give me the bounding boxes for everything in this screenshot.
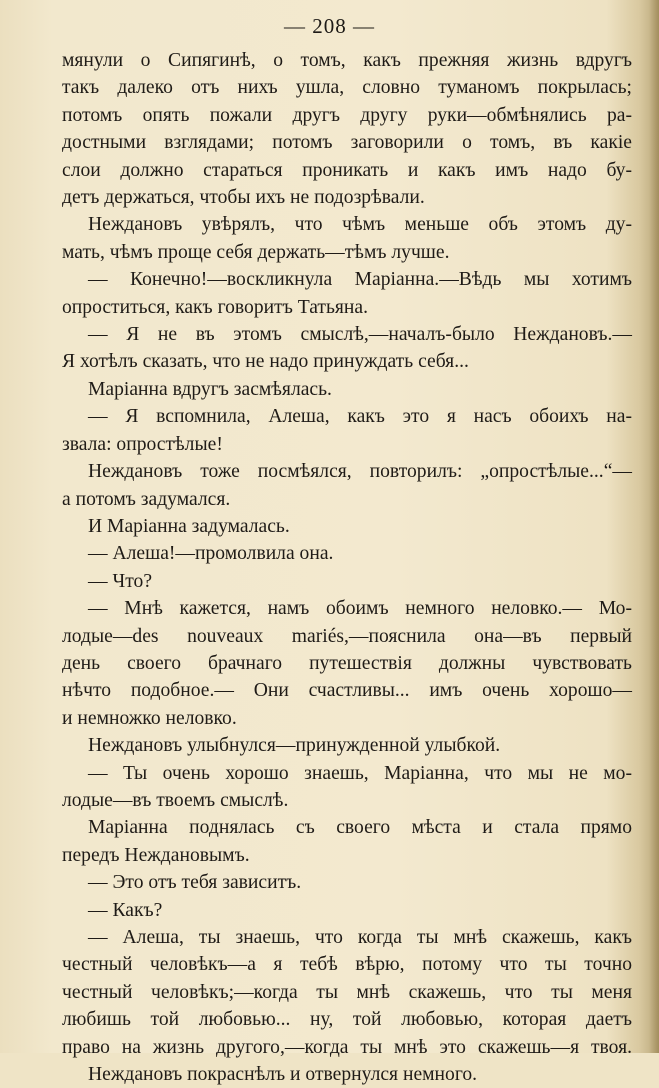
text-line: Неждановъ увѣрялъ, что чѣмъ меньше объ этомъ ду-	[88, 214, 632, 236]
text-line: честный человѣкъ—а я тебѣ вѣрю, потому что ты точно	[62, 954, 632, 976]
text-line: нѣчто подобное.— Они счастливы... имъ очень хорошо—	[62, 680, 632, 702]
page-text-block	[62, 47, 632, 1088]
page-number: — 208 —	[284, 14, 375, 38]
text-line: — Это отъ тебя зависитъ.	[88, 872, 302, 894]
text-line: опроститься, какъ говоритъ Татьяна.	[62, 296, 368, 318]
text-line: И Маріанна задумалась.	[88, 515, 290, 537]
page-edge-shadow	[649, 0, 659, 1053]
text-line: и немножко неловко.	[62, 707, 237, 729]
text-line: честный человѣкъ;—когда ты мнѣ скажешь, что ты меня	[62, 981, 632, 1003]
text-line: слои должно стараться проникать и какъ имъ надо бу-	[62, 159, 632, 181]
text-line: — Какъ?	[88, 899, 163, 921]
text-line: Маріанна вдругъ засмѣялась.	[88, 378, 332, 400]
text-line: — Алеша, ты знаешь, что когда ты мнѣ скажешь, какъ	[88, 927, 632, 948]
text-line: лодые—des nouveaux mariés,—пояснила она—въ первый	[62, 625, 632, 647]
text-line: — Конечно!—воскликнула Маріанна.—Вѣдь мы хотимъ	[88, 269, 632, 291]
text-line: день своего брачнаго путешествія должны чувствовать	[62, 652, 632, 674]
text-line: детъ держаться, чтобы ихъ не подозрѣвали.	[62, 187, 425, 209]
text-line: передъ Неждановымъ.	[62, 844, 250, 866]
text-line: звала: опростѣлые!	[62, 433, 223, 455]
text-line: — Что?	[88, 570, 153, 592]
text-line: Я хотѣлъ сказать, что не надо принуждать себя...	[62, 351, 469, 373]
text-line: — Ты очень хорошо знаешь, Маріанна, что мы не мо-	[88, 762, 632, 784]
text-line: Неждановъ тоже посмѣялся, повторилъ: „опростѣлые...“—	[88, 461, 632, 483]
text-line: Неждановъ покраснѣлъ и отвернулся немного.	[88, 1064, 478, 1086]
text-line: мать, чѣмъ проще себя держать—тѣмъ лучше.	[62, 241, 450, 263]
text-line: лодые—въ твоемъ смыслѣ.	[62, 789, 289, 811]
text-line: любишь той любовью... ну, той любовью, которая даетъ	[62, 1009, 632, 1031]
text-line: такъ далеко отъ нихъ ушла, словно туманомъ покрылась;	[62, 77, 632, 99]
text-line: — Я вспомнила, Алеша, какъ это я насъ обоихъ на-	[88, 406, 632, 428]
text-line: а потомъ задумался.	[62, 488, 231, 510]
text-line: мянули о Сипягинѣ, о томъ, какъ прежняя жизнь вдругъ	[62, 50, 632, 71]
text-line: достными взглядами; потомъ заговорили о томъ, въ какіе	[62, 132, 632, 154]
text-line: потомъ опять пожали другъ другу руки—обмѣнялись ра-	[62, 104, 632, 126]
text-line: право на жизнь другого,—когда ты мнѣ это скажешь—я твоя.	[62, 1036, 632, 1058]
text-line: — Алеша!—промолвила она.	[88, 543, 334, 565]
text-line: — Мнѣ кажется, намъ обоимъ немного неловко.— Мо-	[88, 598, 632, 620]
text-line: Маріанна поднялась съ своего мѣста и стала прямо	[88, 817, 632, 839]
text-line: — Я не въ этомъ смыслѣ,—началъ-было Неждановъ.—	[88, 324, 632, 346]
text-line: Неждановъ улыбнулся—принужденной улыбкой.	[88, 735, 501, 757]
